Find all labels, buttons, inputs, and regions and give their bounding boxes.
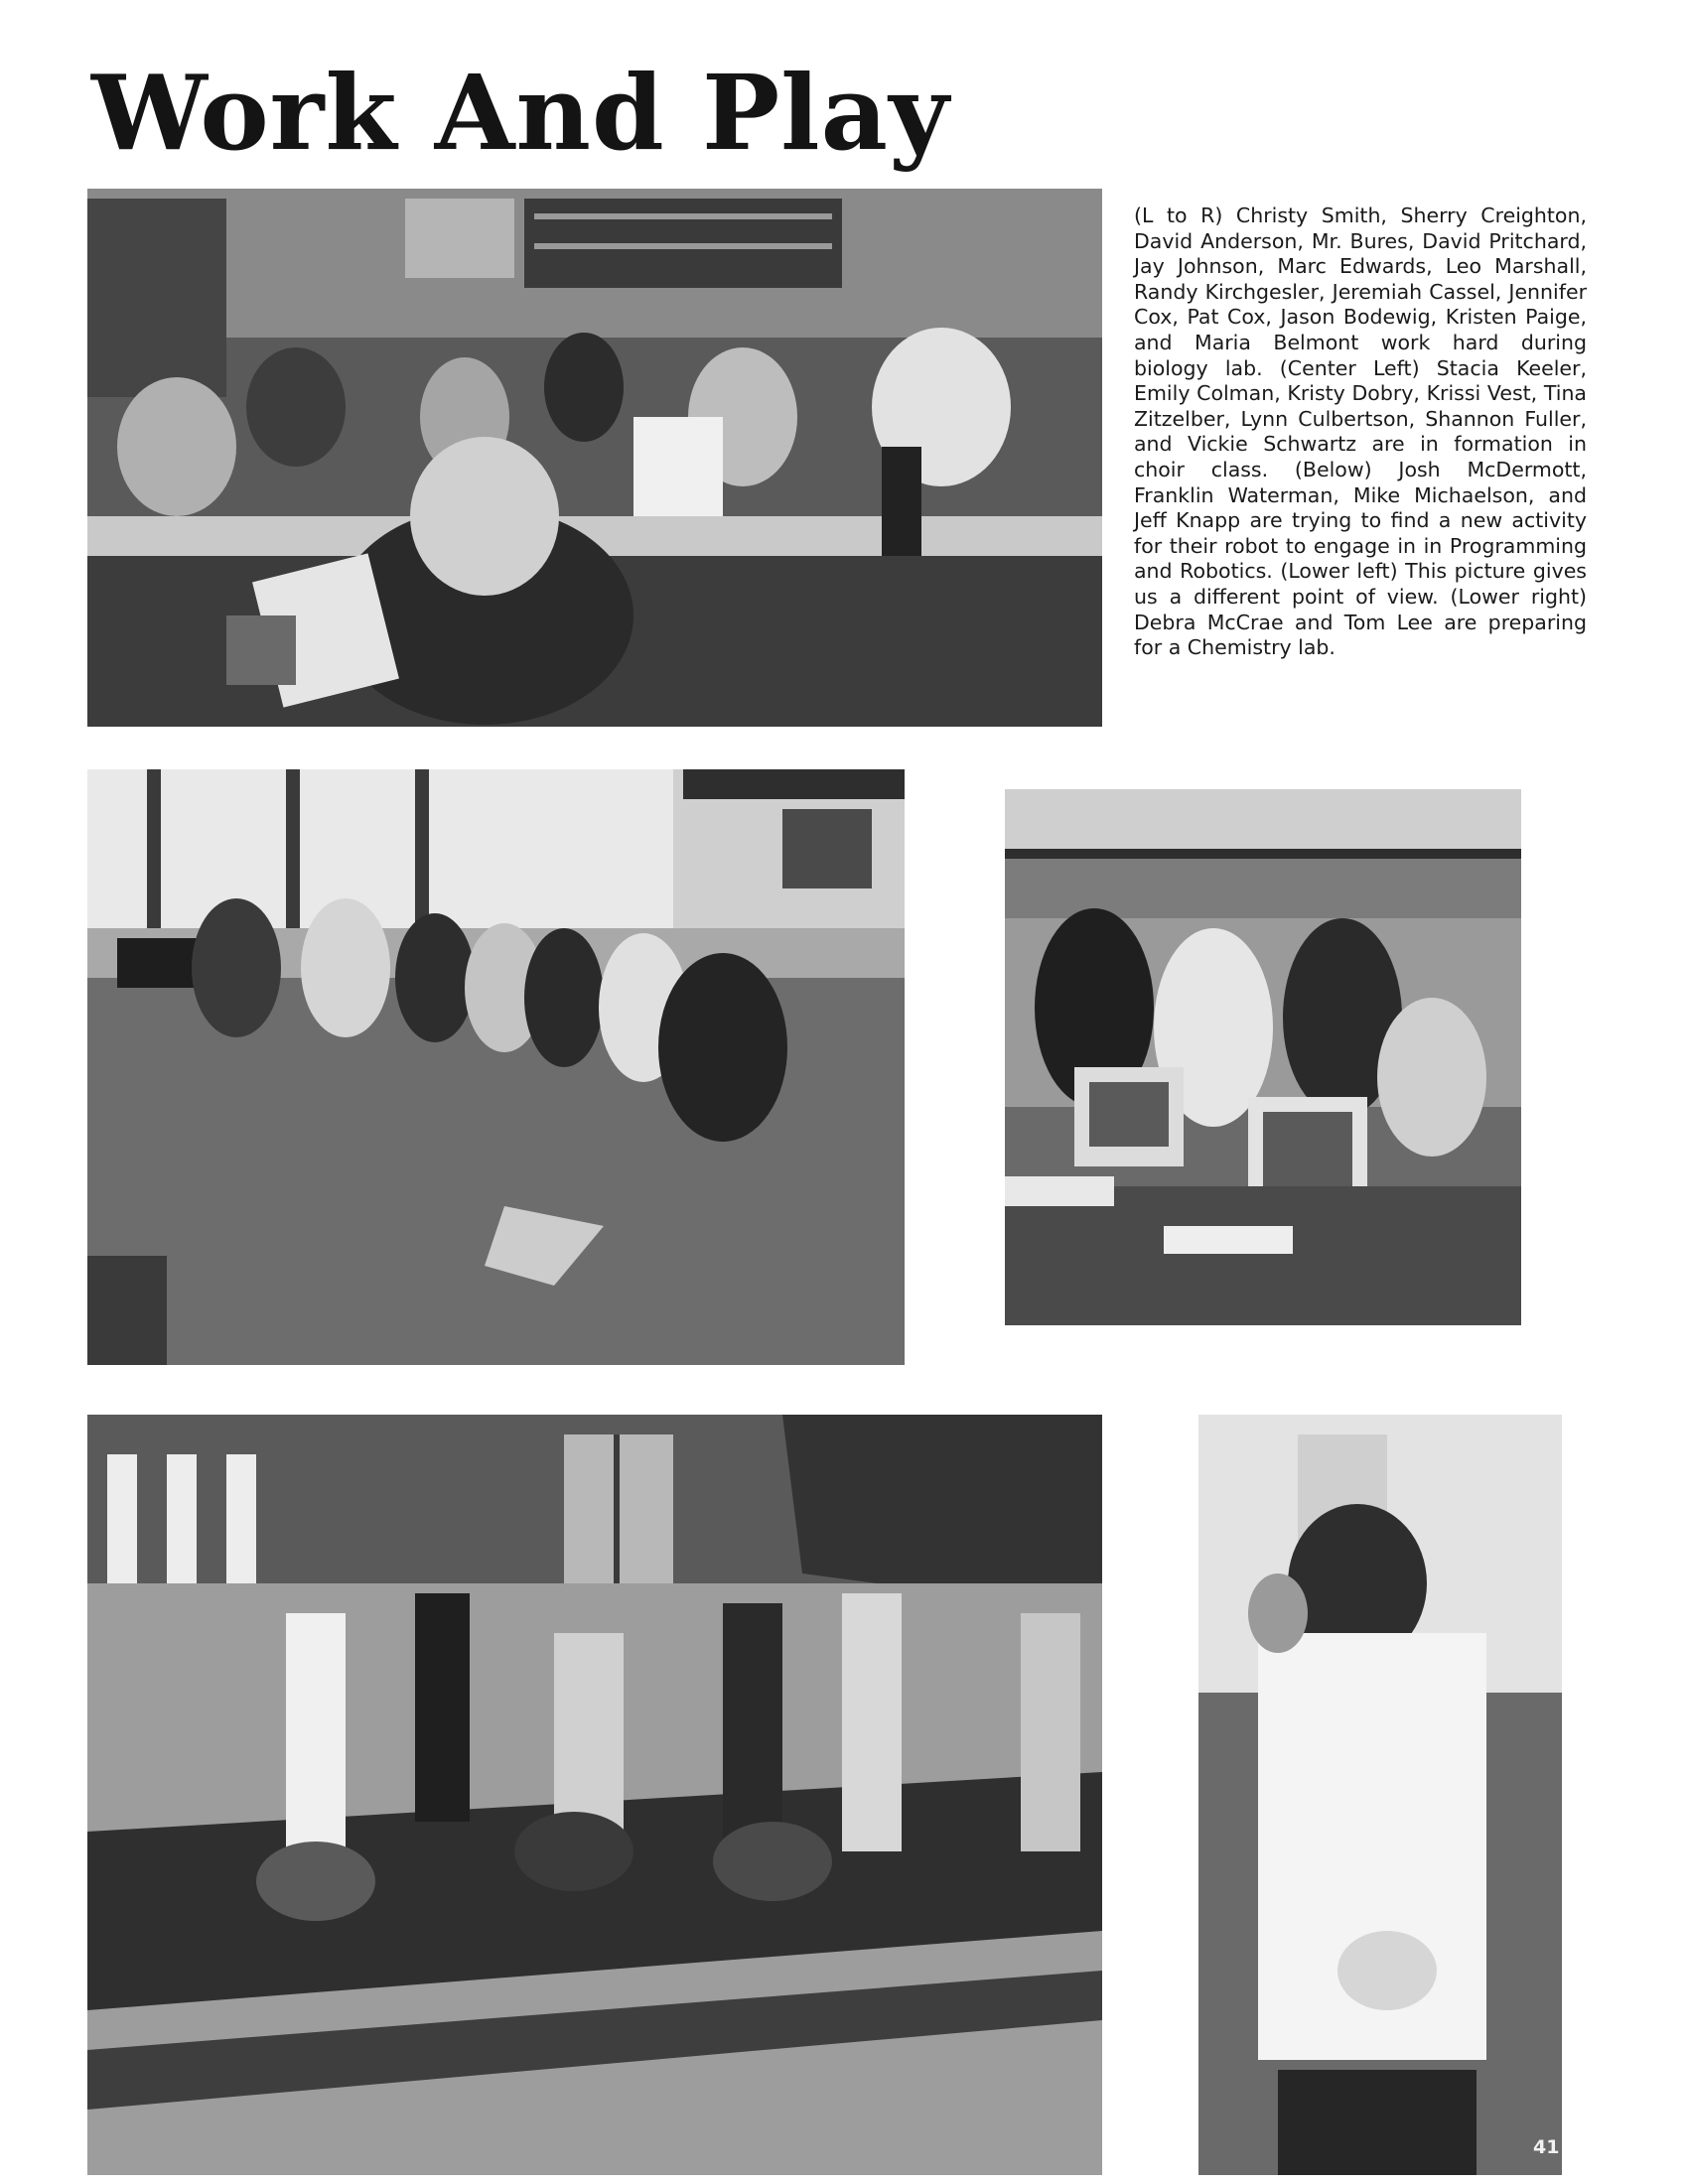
photo-biology-lab <box>87 189 1102 727</box>
photo-gym-exercise <box>87 1415 1102 2175</box>
photo-chemistry-lab <box>1198 1415 1562 2175</box>
photo-choir-class <box>87 769 905 1365</box>
page-title: Work And Play <box>91 52 950 174</box>
photo-robotics-class <box>1005 789 1521 1325</box>
photo-caption: (L to R) Christy Smith, Sherry Creighton, David Anderson, Mr. Bures, David Pritchard, Jay Johnson, Marc Edwards, Leo Marshall, Randy Kirchgesler, Jeremiah Cassel, Jennifer Cox, Pat Cox, Jason Bodewig, Kristen Paige, and Maria Belmont work hard during biology lab. (Center Left) Stacia Keeler, Emily Colman, Kristy Dobry, Krissi Vest, Tina Zitzelber, Lynn Culbertson, Shannon Fuller, and Vickie Schwartz are in formation in choir class. (Below) Josh McDermott, Franklin Waterman, Mike Michaelson, and Jeff Knapp are trying to find a new activity for their robot to engage in in Programming and Robotics. (Lower left) This picture gives us a different point of view. (Lower right) Debra McCrae and Tom Lee are preparing for a Chemistry lab. <box>1134 204 1587 660</box>
page-number: 41 <box>1533 2136 1560 2158</box>
